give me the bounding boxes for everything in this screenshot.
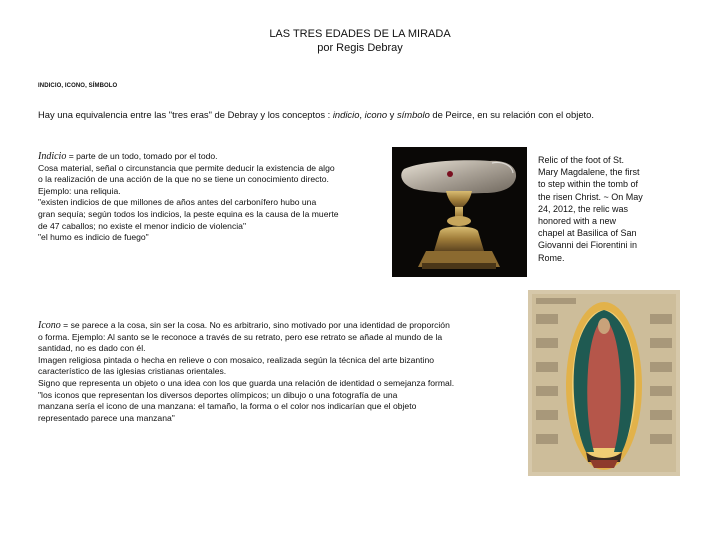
caption-line: Giovanni dei Fiorentini in — [538, 240, 638, 251]
intro-term-simbolo: símbolo — [396, 109, 430, 120]
caption-line: the risen Christ. ~ On May — [538, 191, 643, 202]
caption-line: chapel at Basilica of San — [538, 228, 637, 239]
icono-line: característico de las iglesias cristianas orientales. — [38, 366, 227, 377]
intro-separator: y — [387, 109, 397, 120]
icono-line: representado parece una manzana" — [38, 412, 175, 423]
icono-definition: = se parece a la cosa, sin ser la cosa. No es arbitrario, sino motivado por una identidad de proporción — [60, 320, 450, 330]
virgin-of-guadalupe-icon-image — [528, 290, 680, 476]
intro-separator: , — [359, 109, 365, 120]
indicio-line: gran sequía; según todos los indicios, la peste equina es la causa de la muerte — [38, 208, 339, 219]
icono-line: o forma. Ejemplo: Al santo se le reconoce a través de su retrato, pero ese retrato se añade al mundo de la — [38, 331, 443, 342]
page-subtitle: por Regis Debray — [317, 42, 403, 54]
relic-foot-reliquary-image — [392, 147, 527, 277]
icono-line: "los iconos que representan los diversos deportes olímpicos; un dibujo o una fotografía de una — [38, 389, 398, 400]
relic-image — [392, 147, 527, 277]
caption-line: honored with a new — [538, 216, 617, 227]
indicio-line: Cosa material, señal o circunstancia que permite deducir la existencia de algo — [38, 162, 335, 173]
icono-line: manzana sería el icono de una manzana: el tamaño, la forma o el color nos indicarían que el objeto — [38, 401, 417, 412]
intro-text: Hay una equivalencia entre las "tres eras" de Debray y los conceptos : — [38, 109, 333, 120]
icono-term: Icono — [38, 320, 61, 331]
indicio-line: Ejemplo: una reliquia. — [38, 185, 121, 196]
caption-line: 24, 2012, the relic was — [538, 203, 629, 214]
indicio-line: o la realización de una acción de la que no se tiene un conocimiento directo. — [38, 174, 329, 185]
icono-definition-line — [38, 320, 528, 332]
intro-paragraph — [38, 108, 698, 121]
indicio-line: "existen indicios de que millones de años antes del carbonífero hubo una — [38, 197, 317, 208]
title-block — [0, 27, 720, 55]
caption-line: Mary Magdalene, the first — [538, 167, 640, 178]
caption-line: Rome. — [538, 252, 565, 263]
icono-line: Signo que representa un objeto o una idea con los que guarda una relación de identidad o semejanza formal. — [38, 377, 455, 388]
section-label: INDICIO, ICONO, SÍMBOLO — [38, 83, 118, 89]
indicio-definition-line — [38, 151, 383, 163]
caption-line: to step within the tomb of — [538, 179, 639, 190]
intro-text-end: de Peirce, en su relación con el objeto. — [429, 109, 594, 120]
indicio-line: de 47 caballos; no existe el menor indicio de violencia" — [38, 220, 246, 231]
icono-line: Imagen religiosa pintada o hecha en relieve o con mosaico, realizada según la técnica del arte bizantino — [38, 354, 435, 365]
indicio-paragraph — [38, 151, 383, 244]
caption-line: Relic of the foot of St. — [538, 155, 625, 165]
virgin-image — [528, 290, 680, 476]
relic-caption — [538, 154, 688, 264]
icono-line: santidad, no es dado con él. — [38, 343, 146, 354]
icono-paragraph — [38, 320, 528, 424]
intro-term-indicio: indicio — [332, 109, 360, 120]
indicio-definition: = parte de un todo, tomado por el todo. — [66, 151, 218, 161]
indicio-term: Indicio — [38, 151, 67, 162]
intro-term-icono: icono — [364, 109, 388, 120]
indicio-line: "el humo es indicio de fuego" — [38, 232, 149, 243]
page-title: LAS TRES EDADES DE LA MIRADA — [269, 28, 451, 40]
